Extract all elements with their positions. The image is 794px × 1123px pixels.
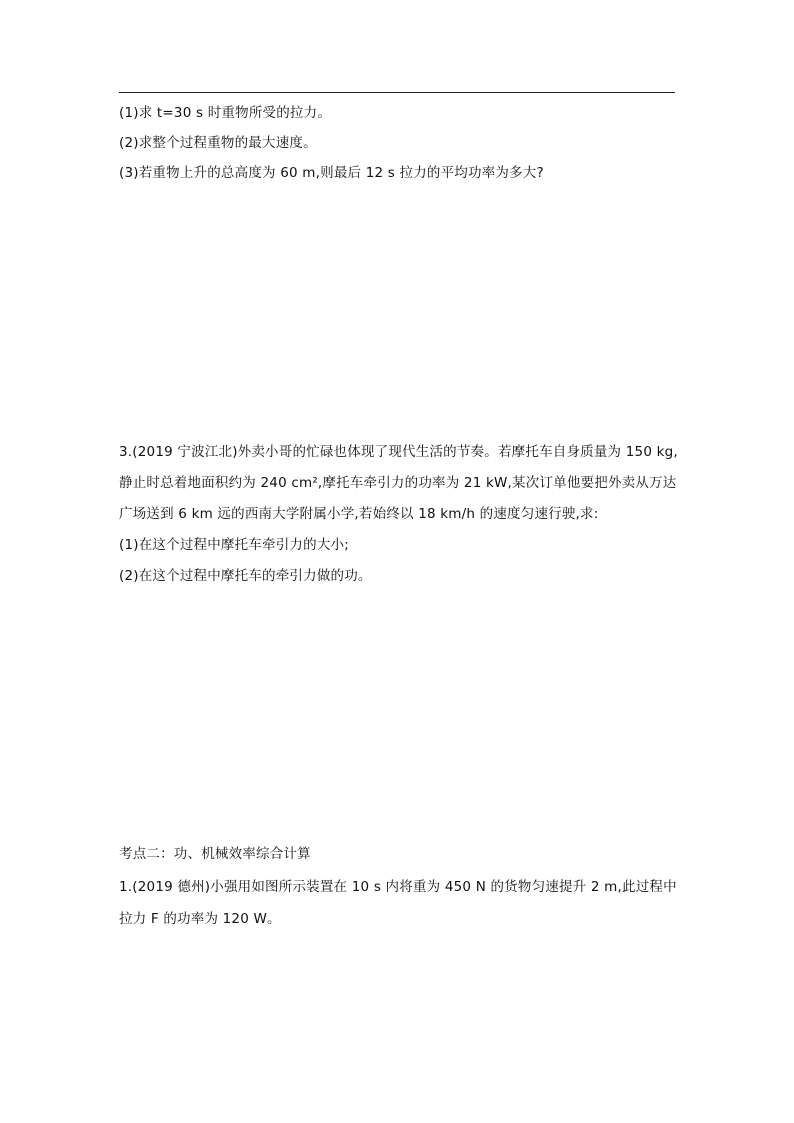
- section-2-heading: 考点二：功、机械效率综合计算: [119, 846, 311, 862]
- problem-3-line-3: 广场送到 6 km 远的西南大学附属小学,若始终以 18 km/h 的速度匀速行驶,求:: [119, 506, 599, 522]
- section-2-problem-1-line-2: 拉力 F 的功率为 120 W。: [119, 911, 281, 927]
- problem-3-question-1: (1)在这个过程中摩托车牵引力的大小;: [119, 537, 349, 553]
- problem-3-line-1: 3.(2019 宁波江北)外卖小哥的忙碌也体现了现代生活的节奏。若摩托车自身质量为 150 kg,: [119, 444, 678, 460]
- question-3-text: (3)若重物上升的总高度为 60 m,则最后 12 s 拉力的平均功率为多大?: [119, 165, 544, 181]
- question-1-text: (1)求 t=30 s 时重物所受的拉力。: [119, 105, 332, 121]
- problem-3-question-2: (2)在这个过程中摩托车的牵引力做的功。: [119, 568, 372, 584]
- header-rule: [119, 92, 675, 93]
- section-2-problem-1-line-1: 1.(2019 德州)小强用如图所示装置在 10 s 内将重为 450 N 的货物匀速提升 2 m,此过程中: [119, 879, 677, 895]
- question-2-text: (2)求整个过程重物的最大速度。: [119, 135, 317, 151]
- problem-3-line-2: 静止时总着地面积约为 240 cm²,摩托车牵引力的功率为 21 kW,某次订单他要把外卖从万达: [119, 475, 677, 491]
